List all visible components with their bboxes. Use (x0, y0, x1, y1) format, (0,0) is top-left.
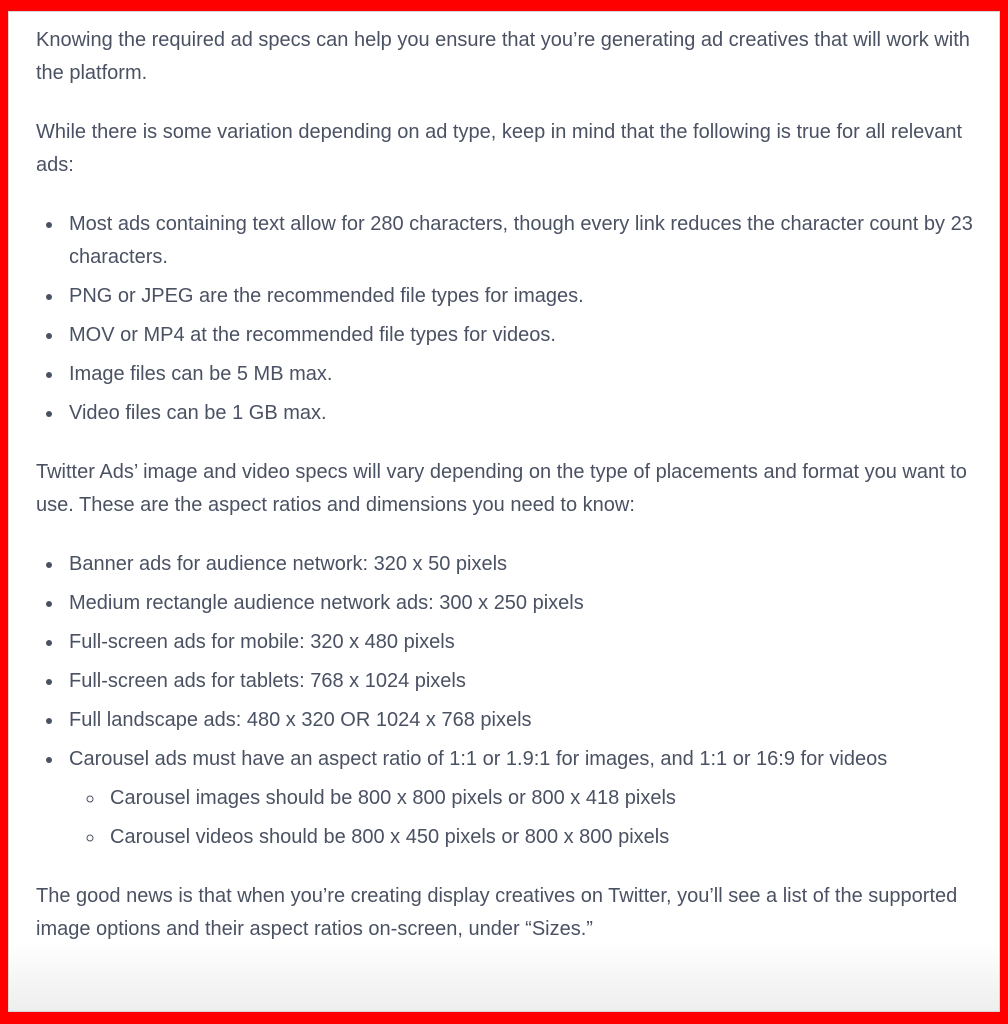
list-item-text: Video files can be 1 GB max. (69, 402, 327, 424)
list-item-text: Full-screen ads for tablets: 768 x 1024 pixels (69, 670, 466, 692)
list-item-text: Full-screen ads for mobile: 320 x 480 pixels (69, 631, 455, 653)
list-item (64, 280, 973, 313)
paragraph: The good news is that when you’re creating display creatives on Twitter, you’ll see a list of the supported image options and their aspect ratios on-screen, under “Sizes.” (36, 885, 958, 940)
list-item (64, 397, 973, 430)
article-content (8, 11, 1000, 1012)
sub-list-item: ◦ Carousel images should be 800 x 800 pixels or 800 x 418 pixels (105, 782, 973, 815)
list-item-text: Most ads containing text allow for 280 characters, though every link reduces the character count by 23 characters. (69, 213, 973, 268)
list-item (64, 743, 973, 854)
list-item (64, 704, 973, 737)
paragraph: While there is some variation depending on ad type, keep in mind that the following is true for all relevant ads: (36, 121, 963, 176)
sub-list (69, 782, 973, 854)
list-item (64, 358, 973, 391)
list-item-text: Carousel ads must have an aspect ratio of 1:1 or 1.9:1 for images, and 1:1 or 16:9 for videos (69, 748, 888, 770)
list-item-text: MOV or MP4 at the recommended file types for videos. (69, 324, 556, 346)
list-item (64, 208, 973, 274)
paragraph: Knowing the required ad specs can help you ensure that you’re generating ad creatives that will work with the platform. (36, 29, 970, 84)
list-item (64, 665, 973, 698)
list-item-text: Medium rectangle audience network ads: 300 x 250 pixels (69, 592, 584, 614)
list-item (64, 548, 973, 581)
list-item (64, 626, 973, 659)
paragraph: Twitter Ads’ image and video specs will vary depending on the type of placements and format you want to use. These are the aspect ratios and dimensions you need to know: (36, 461, 967, 516)
list-item-text: PNG or JPEG are the recommended file types for images. (69, 285, 584, 307)
list-item (64, 319, 973, 352)
bullet-list (36, 208, 973, 430)
list-item-text: Full landscape ads: 480 x 320 OR 1024 x 768 pixels (69, 709, 532, 731)
list-item-text: Banner ads for audience network: 320 x 50 pixels (69, 553, 508, 575)
sub-list-item: ◦ Carousel videos should be 800 x 450 pixels or 800 x 800 pixels (105, 821, 973, 854)
list-item-text: Image files can be 5 MB max. (69, 363, 333, 385)
list-item (64, 587, 973, 620)
bullet-list (36, 548, 973, 854)
